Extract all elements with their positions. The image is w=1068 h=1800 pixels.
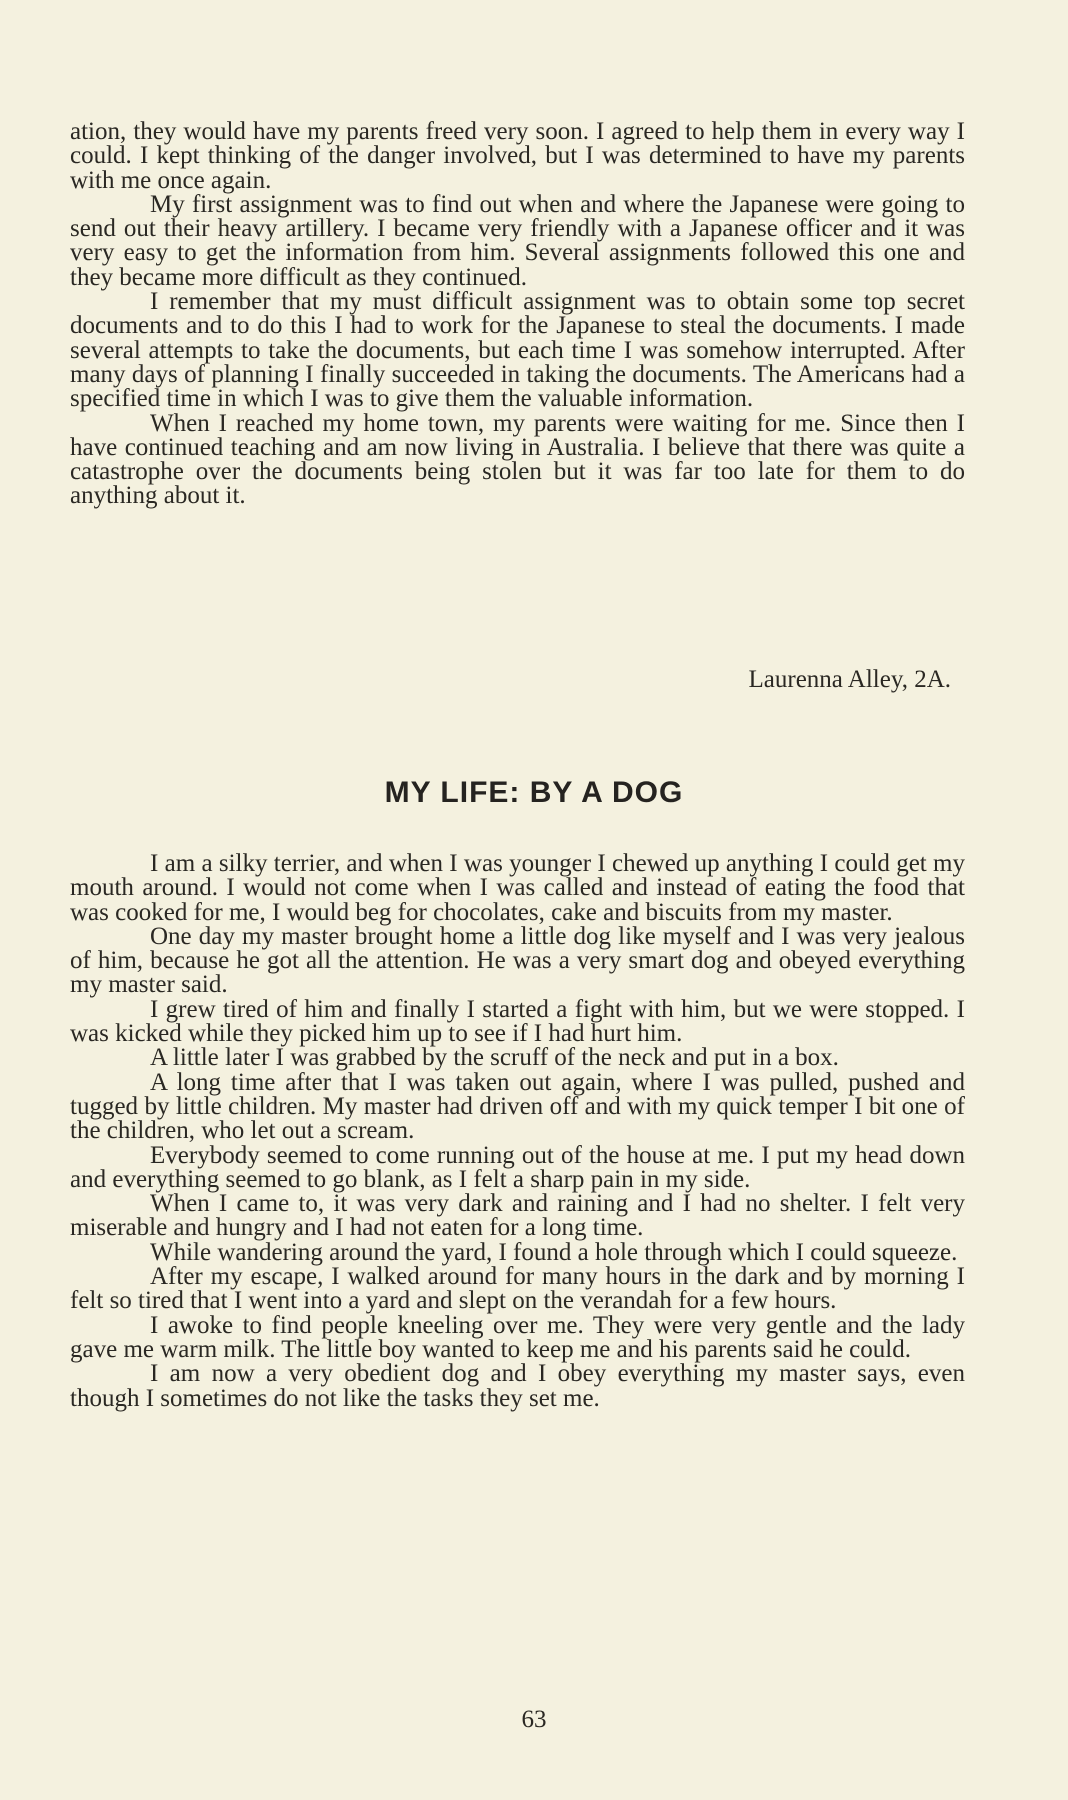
paragraph: I am now a very obedient dog and I obey everything my master says, even though I sometimes do not like the tasks they set me.: [70, 1360, 965, 1412]
paragraph: One day my master brought home a little dog like myself and I was very jealous of him, because he got all the attention. He was a very smart dog and obeyed everything my master said.: [70, 922, 965, 999]
story-title: MY LIFE: BY A DOG: [384, 776, 684, 809]
paragraph: When I reached my home town, my parents were waiting for me. Since then I have continued teaching and am now living in Australia. I believe that there was quite a catastrophe over the documents being stolen but it was far too late for them to do anything about it.: [70, 409, 965, 510]
paragraph: While wandering around the yard, I found a hole through which I could squeeze.: [150, 1238, 958, 1266]
story-dog-section: [70, 852, 965, 1411]
paragraph: I am a silky terrier, and when I was younger I chewed up anything I could get my mouth around. I would not come when I was called and instead of eating the food that was cooked for me, I would beg for chocolates, cake and biscuits from my master.: [70, 850, 965, 926]
paragraph: A long time after that I was taken out again, where I was pulled, pushed and tugged by little children. My master had driven off and with my quick temper I bit one of the children, who let out a scream.: [70, 1068, 965, 1145]
paragraph: After my escape, I walked around for many hours in the dark and by morning I felt so tired that I went into a yard and slept on the verandah for a few hours.: [70, 1263, 965, 1315]
paragraph: I remember that my must difficult assignment was to obtain some top secret documents and to do this I had to work for the Japanese to steal the documents. I made several attempts to take the documents, but each time I was somehow interrupted. After many days of planning I finally succeeded in taking the documents. The Americans had a specified time in which I was to give them the valuable information.: [70, 288, 965, 413]
story-continued-section: [70, 120, 965, 509]
paragraph: When I came to, it was very dark and raining and I had no shelter. I felt very miserable and hungry and I had not eaten for a long time.: [70, 1190, 965, 1242]
author-signature: Laurenna Alley, 2A.: [748, 666, 951, 693]
paragraph: My first assignment was to find out when and where the Japanese were going to send out their heavy artillery. I became very friendly with a Japanese officer and it was very easy to get the information from him. Several assignments followed this one and they became more difficult as they continued.: [70, 190, 965, 291]
paragraph: ation, they would have my parents freed very soon. I agreed to help them in every way I could. I kept thinking of the danger involved, but I was determined to have my parents with me once again.: [70, 118, 965, 194]
paragraph: I grew tired of him and finally I started a fight with him, but we were stopped. I was kicked while they picked him up to see if I had hurt him.: [70, 995, 965, 1048]
paragraph: I awoke to find people kneeling over me. They were very gentle and the lady gave me warm milk. The little boy wanted to keep me and his parents said he could.: [70, 1311, 965, 1363]
paragraph: A little later I was grabbed by the scruff of the neck and put in a box.: [150, 1044, 839, 1072]
paragraph: Everybody seemed to come running out of the house at me. I put my head down and everything seemed to go blank, as I felt a sharp pain in my side.: [70, 1141, 965, 1193]
page-number: 63: [521, 1706, 547, 1733]
